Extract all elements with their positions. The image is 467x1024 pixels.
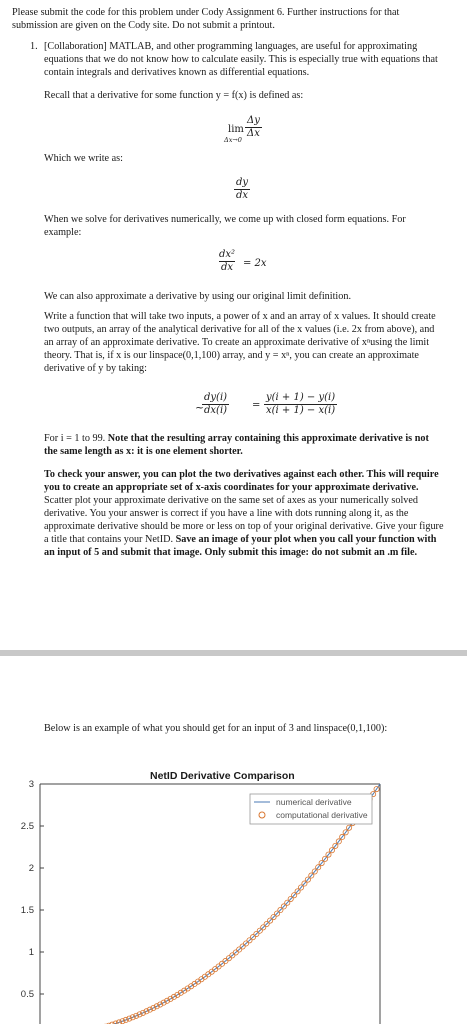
which-write-line: Which we write as:	[44, 153, 123, 164]
para3-bold-line-1: To check your answer, you can plot the two derivatives against each other. This will require	[44, 469, 439, 480]
recall-line: Recall that a derivative for some function y = f(x) is defined as:	[44, 90, 304, 101]
rhs-numerator: y(i + 1) − y(i)	[266, 392, 336, 403]
para2-line-2: two outputs, an array of the analytical derivative for all of the x values (i.e. 2x from above), and	[44, 324, 435, 335]
legend-label-computational: computational derivative	[276, 810, 368, 820]
para3-line-6	[44, 533, 436, 546]
example-fraction	[217, 249, 237, 274]
para2-line-1: Write a function that will take two inputs, a power of x and an array of x values. It should create	[44, 311, 436, 322]
equals-sign: =	[252, 400, 261, 411]
para3-line-6-plain: a title that contains your NetID.	[44, 534, 176, 545]
para3-line-6-bold: Save an image of your plot when you call your function with	[175, 534, 437, 545]
para3-line-4: derivative. You your answer is correct if you have a line with dots running along it, as the	[44, 508, 409, 519]
approx-symbol: ~	[195, 401, 205, 414]
para3-line-5: approximate derivative should be more or less on top of your original derivative. Give your figure	[44, 521, 444, 532]
for-line	[44, 432, 429, 445]
y-tick-marks	[40, 784, 44, 994]
y-tick-label: 0.5	[20, 989, 34, 1000]
y-tick-label: 3	[28, 779, 34, 790]
derivative-comparison-chart	[0, 656, 467, 1024]
dydx-denominator: dx	[236, 190, 249, 201]
y-tick-label: 1.5	[20, 905, 34, 916]
legend	[250, 794, 372, 824]
rhs-fraction	[264, 392, 337, 417]
para3-line-3: Scatter plot your approximate derivative on the same set of axes as your numerically solved	[44, 495, 418, 506]
intro-line-2: submission are given on the Cody site. Do not submit a printout.	[12, 20, 275, 31]
limit-numerator: Δy	[247, 115, 260, 126]
closed-form-line-2: example:	[44, 227, 82, 238]
example-numerator: dx²	[219, 249, 236, 260]
para3-line-7: an input of 5 and submit that image. Only submit this image: do not submit an .m file.	[44, 547, 418, 558]
chart-title: NetID Derivative Comparison	[150, 770, 295, 782]
para1-line-3: contain integrals and derivatives known as differential equations.	[44, 67, 310, 78]
same-length-line: the same length as x: it is one element shorter.	[44, 446, 243, 457]
dydx-numerator: dy	[236, 177, 249, 188]
approx-line: We can also approximate a derivative by using our original limit definition.	[44, 291, 351, 302]
for-line-plain: For i = 1 to 99.	[44, 433, 108, 444]
y-tick-label: 2	[28, 863, 34, 874]
limit-fraction	[245, 115, 262, 140]
para3-bold-line-2: you to create an appropriate set of x-axis coordinates for your approximate derivative.	[44, 482, 419, 493]
para2-line-4: theory. That is, if x is our linspace(0,1,100) array, and y = xⁿ, you can create an approximate	[44, 350, 419, 361]
para1-line-2: equations that we do not know how to calculate easily. This is especially true with equations that	[44, 54, 438, 65]
y-tick-label: 1	[28, 947, 34, 958]
para1-line-1: [Collaboration] MATLAB, and other programming languages, are useful for approximating	[44, 41, 418, 52]
rhs-denominator: x(i + 1) − x(i)	[266, 405, 336, 416]
y-tick-label: 2.5	[20, 821, 34, 832]
closed-form-line-1: When we solve for derivatives numerically, we come up with closed form equations. For	[44, 214, 406, 225]
limit-subscript: Δx→0	[224, 136, 242, 144]
example-rhs: = 2x	[243, 258, 267, 269]
para2-line-3: an array of an approximate derivative. To create an approximate derivative of xⁿusing the limit	[44, 337, 430, 348]
for-line-bold: Note that the resulting array containing this approximate derivative is not	[107, 433, 429, 444]
problem-number: 1.	[30, 41, 38, 52]
example-intro-line: Below is an example of what you should get for an input of 3 and linspace(0,1,100):	[44, 723, 388, 734]
lhs-fraction	[202, 392, 229, 417]
example-denominator: dx	[221, 262, 234, 273]
document-page-2	[0, 656, 467, 1024]
dydx-fraction	[234, 177, 250, 202]
lhs-denominator: dx(i)	[204, 405, 228, 416]
limit-denominator: Δx	[247, 128, 260, 139]
para2-line-5: derivative of y by taking:	[44, 363, 147, 374]
legend-label-numerical: numerical derivative	[276, 797, 352, 807]
intro-line-1: Please submit the code for this problem under Cody Assignment 6. Further instructions for that	[12, 7, 400, 18]
limit-word: lim	[228, 124, 244, 135]
lhs-numerator: dy(i)	[204, 392, 228, 403]
